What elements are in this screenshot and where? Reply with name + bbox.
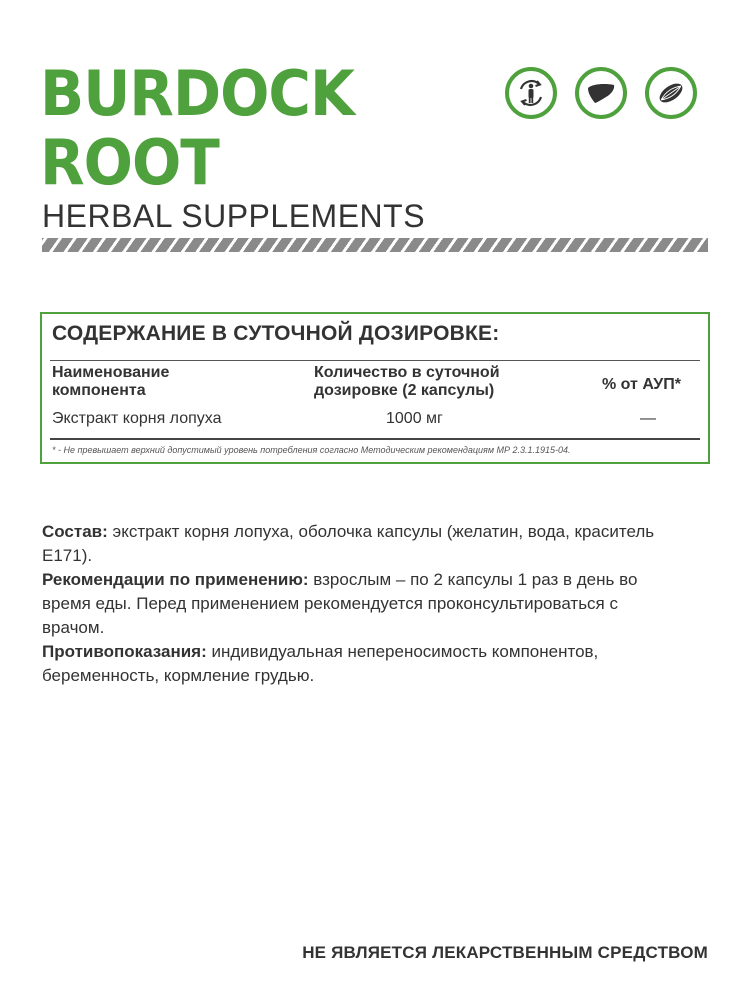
decorative-stripe bbox=[42, 238, 708, 252]
table-divider-bottom bbox=[50, 438, 700, 440]
contraindications-text: индивидуальная непереносимость компонентов, беременность, кормление грудью. bbox=[42, 642, 599, 685]
header-component-name: Наименование компонента bbox=[52, 364, 170, 399]
usage-paragraph bbox=[42, 568, 682, 640]
contraindications-label: Противопоказания: bbox=[42, 642, 207, 661]
usage-text: взрослым – по 2 капсулы 1 раз в день во время еды. Перед применением рекомендуется проконсультироваться с врачом. bbox=[42, 570, 638, 637]
product-info bbox=[42, 520, 682, 688]
product-subtitle: HERBAL SUPPLEMENTS bbox=[42, 198, 426, 234]
table-divider-top bbox=[50, 360, 700, 361]
body-cycle-icon bbox=[505, 67, 557, 119]
composition-paragraph bbox=[42, 520, 682, 568]
header-percent-aup: % от АУП* bbox=[602, 376, 681, 393]
liver-icon bbox=[575, 67, 627, 119]
contraindications-paragraph bbox=[42, 640, 682, 688]
header-daily-quantity: Количество в суточной дозировке (2 капсулы) bbox=[314, 364, 500, 399]
cell-percent-aup: — bbox=[640, 410, 656, 427]
composition-label: Состав: bbox=[42, 522, 108, 541]
product-title-line1: BURDOCK bbox=[40, 56, 354, 131]
product-title-line2: ROOT bbox=[40, 125, 219, 200]
table-title: СОДЕРЖАНИЕ В СУТОЧНОЙ ДОЗИРОВКЕ: bbox=[52, 322, 500, 345]
disclaimer-footer: НЕ ЯВЛЯЕТСЯ ЛЕКАРСТВЕННЫМ СРЕДСТВОМ bbox=[302, 943, 708, 962]
composition-text: экстракт корня лопуха, оболочка капсулы (желатин, вода, краситель Е171). bbox=[42, 522, 655, 565]
seed-icon bbox=[645, 67, 697, 119]
usage-label: Рекомендации по применению: bbox=[42, 570, 309, 589]
daily-dose-table bbox=[40, 312, 710, 464]
cell-daily-quantity: 1000 мг bbox=[386, 410, 443, 427]
feature-icons bbox=[505, 67, 697, 119]
cell-component-name: Экстракт корня лопуха bbox=[52, 410, 222, 427]
table-footnote: * - Не превышает верхний допустимый уровень потребления согласно Методическим рекомендациям МР 2.3.1.1915-04. bbox=[52, 445, 571, 455]
